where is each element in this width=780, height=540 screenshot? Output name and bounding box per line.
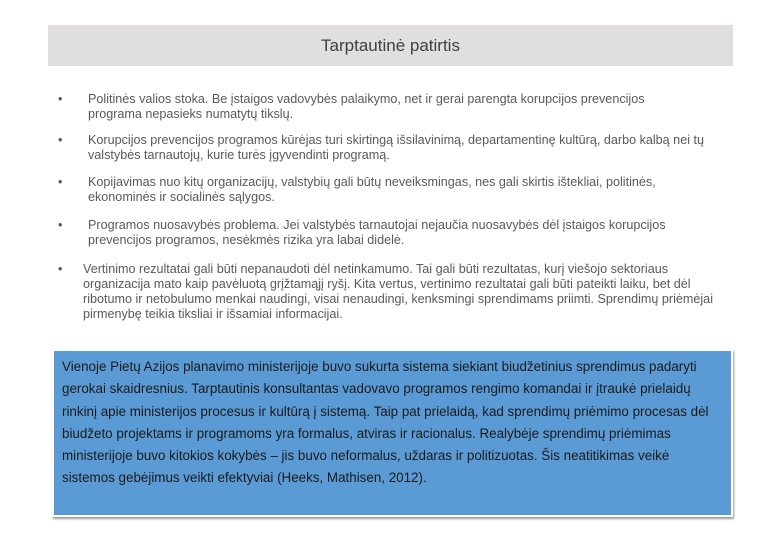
bullet-icon: • <box>58 218 63 232</box>
bullet-icon: • <box>58 133 63 147</box>
bullet-text: Vertinimo rezultatai gali būti nepanaudoti dėl netinkamumo. Tai gali būti rezultatas, kurį viešojo sektoriaus organizacija mato kaip pavėluotą grįžtamąjį ryšį. Kita vertus, vertinimo rezultatai gali būti pateikti laiku, bet dėl ribotumo ir netobulumo menkai naudingi, visai nenaudingi, kenksmingi sprendimams priimti. Sprendimų priėmėjai pirmenybę teikia tiksliai ir išsamiai informacijai. <box>83 262 713 321</box>
bullet-text: Korupcijos prevencijos programos kūrėjas turi skirtingą išsilavinimą, departamentinę kultūrą, darbo kalbą nei tų valstybės tarnautojų, kurie turės įgyvendinti programą. <box>88 133 704 162</box>
bullet-text: Politinės valios stoka. Be įstaigos vadovybės palaikymo, net ir gerai parengta korupcijos prevencijos programa nepasieks numatytų tikslų. <box>88 92 645 121</box>
bullet-icon: • <box>58 262 63 276</box>
bullet-item <box>58 218 698 248</box>
bullet-item <box>58 92 698 122</box>
bullet-text: Kopijavimas nuo kitų organizacijų, valstybių gali būtų neveiksmingas, nes gali skirtis ištekliai, politinės, ekonominės ir socialinės sąlygos. <box>88 175 656 204</box>
slide-title <box>48 25 733 66</box>
bullet-item <box>58 175 708 205</box>
bullet-icon: • <box>58 175 63 189</box>
case-study-box <box>52 349 733 517</box>
bullet-icon: • <box>58 92 63 106</box>
bullet-text: Programos nuosavybės problema. Jei valstybės tarnautojai nejaučia nuosavybės dėl įstaigos korupcijos prevencijos programos, nesėkmės rizika yra labai didelė. <box>88 218 666 247</box>
bullet-item <box>58 262 728 322</box>
title-text: Tarptautinė patirtis <box>321 35 460 55</box>
bullet-item <box>58 133 708 163</box>
case-study-text: Vienoje Pietų Azijos planavimo ministerijoje buvo sukurta sistema siekiant biudžetinius sprendimus padaryti gerokai skaidresnius. Tarptautinis konsultantas vadovavo programos rengimo komandai ir įtraukė prielaidų rinkinį apie ministerijos procesus ir kultūrą į sistemą. Taip pat prielaidą, kad sprendimų priėmimo procesas dėl biudžeto projektams ir programoms yra formalus, atviras ir racionalus. Realybėje sprendimų priėmimas ministerijoje buvo kitokios kokybės – jis buvo neformalus, uždaras ir politizuotas. Šis neatitikimas veikė sistemos gebėjimus veikti efektyviai (Heeks, Mathisen, 2012). <box>62 359 709 486</box>
